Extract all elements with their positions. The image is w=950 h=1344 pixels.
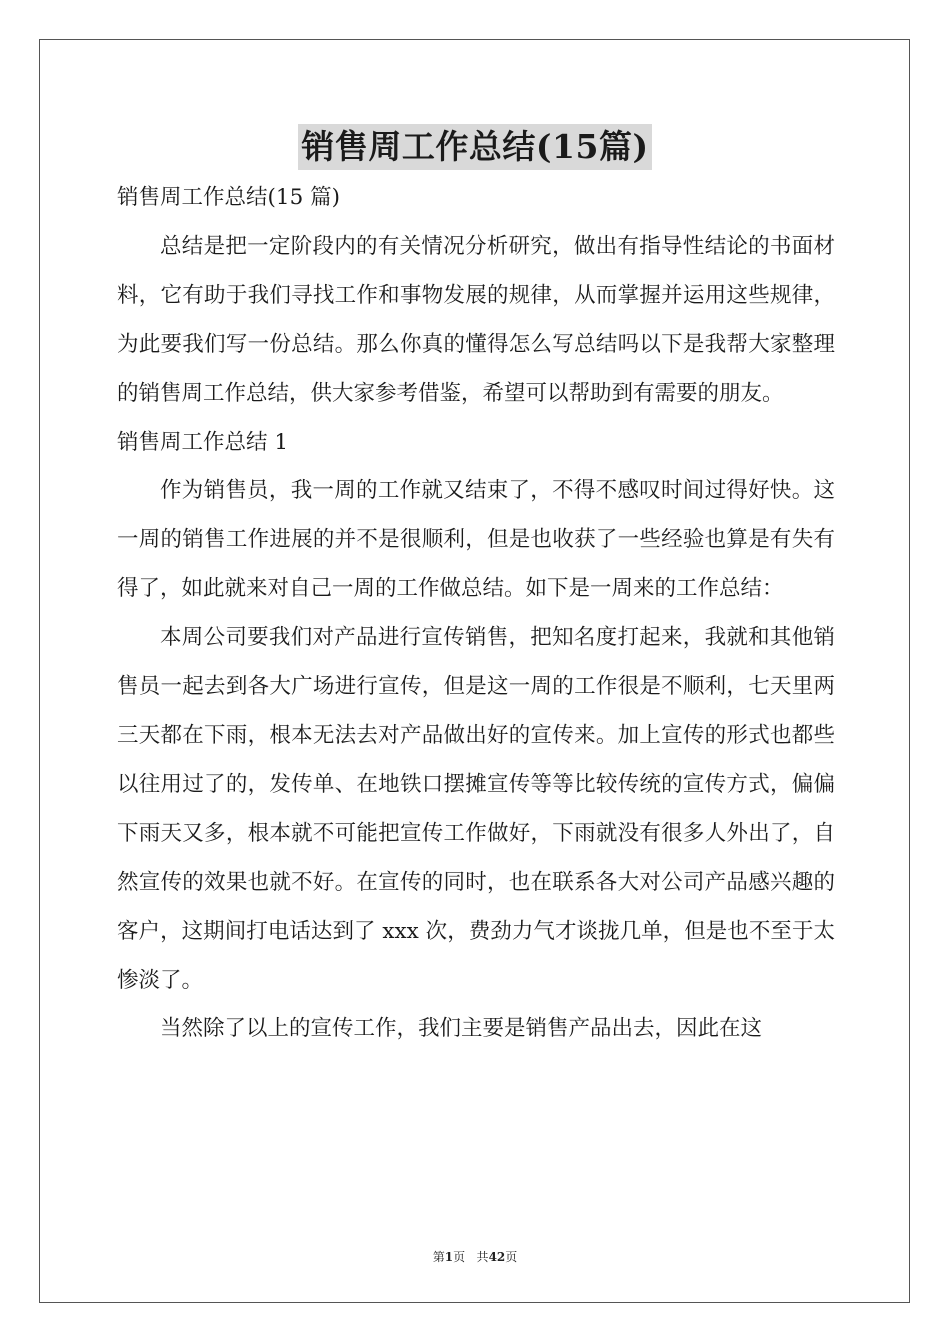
paragraph: 当然除了以上的宣传工作，我们主要是销售产品出去，因此在这	[160, 1016, 763, 1042]
total-suffix: 页	[505, 1250, 518, 1264]
total-prefix: 共	[476, 1250, 489, 1264]
document-title: 销售周工作总结(15篇)	[298, 124, 651, 170]
page-number: 1	[444, 1250, 454, 1264]
page-suffix: 页	[453, 1250, 466, 1264]
paragraph-intro: 总结是把一定阶段内的有关情况分析研究，做出有指导性结论的书面材料，它有助于我们寻找工作和事物发展的规律，从而掌握并运用这些规律，为此要我们写一份总结。那么你真的懂得怎么写总结吗以下是我帮大家整理的销售周工作总结，供大家参考借鉴，希望可以帮助到有需要的朋友。	[117, 233, 835, 406]
title-container	[0, 124, 950, 170]
paragraph: 作为销售员，我一周的工作就又结束了，不得不感叹时间过得好快。这一周的销售工作进展的并不是很顺利，但是也收获了一些经验也算是有失有得了，如此就来对自己一周的工作做总结。如下是一周来的工作总结：	[117, 478, 835, 602]
section-heading-1: 销售周工作总结 1	[117, 429, 289, 455]
paragraph: 本周公司要我们对产品进行宣传销售，把知名度打起来，我就和其他销售员一起去到各大广场进行宣传，但是这一周的工作很是不顺利，七天里两三天都在下雨，根本无法去对产品做出好的宣传来。加上宣传的形式也都些以往用过了的，发传单、在地铁口摆摊宣传等等比较传统的宣传方式，偏偏下雨天又多，根本就不可能把宣传工作做好，下雨就没有很多人外出了，自然宣传的效果也就不好。在宣传的同时，也在联系各大对公司产品感兴趣的客户，这期间打电话达到了 xxx 次，费劲力气才谈拢几单，但是也不至于太惨淡了。	[117, 625, 835, 993]
total-pages: 42	[488, 1250, 506, 1264]
page-prefix: 第	[432, 1250, 445, 1264]
document-body	[117, 174, 835, 1054]
page-footer	[0, 1248, 950, 1265]
paragraph-subtitle: 销售周工作总结(15 篇)	[117, 185, 340, 210]
